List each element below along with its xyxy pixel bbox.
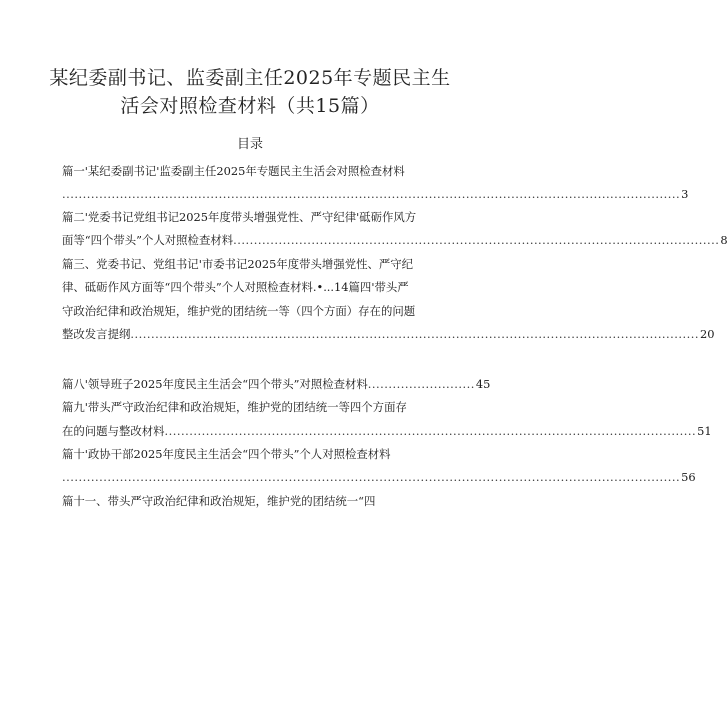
toc-entry-1-page: 3 [681, 187, 689, 201]
toc-entry-3-text-1: 篇三、党委书记、党组书记'市委书记2025年度带头增强党性、严守纪 [62, 257, 414, 271]
dot-leader: ...................................................................................................................... [233, 233, 720, 247]
dot-leader: .......................................................................................................................................... [130, 327, 700, 341]
dot-leader: ...................................................................................................................................................... [62, 470, 681, 484]
toc-entry-8-page: 45 [475, 377, 491, 391]
document-title-line-1: 某纪委副书记、监委副主任2025年专题民主生 [49, 67, 451, 89]
toc-entry-9-text-2: 在的问题与整改材料 [62, 424, 165, 438]
toc-entry-10-page: 56 [681, 470, 696, 484]
toc-entry-10-text: 篇十'政协干部2025年度民主生活会“四个带头”个人对照检查材料 [62, 447, 391, 461]
toc-entry-1-leader-row [62, 186, 689, 202]
toc-entry-3-text-4: 整改发言提纲 [62, 327, 131, 341]
toc-entry-2-text-1: 篇二'党委书记党组书记2025年度带头增强党性、严守纪律'砥砺作风方 [62, 210, 417, 224]
dot-leader: ...................................................................................................................................................... [62, 187, 681, 201]
toc-heading: 目录 [236, 137, 263, 152]
toc-entry-3-text-2: 律、砥砺作风方面等“四个带头”个人对照检查材料.•...14篇四'带头严 [62, 280, 409, 294]
toc-entry-2-leader-row [62, 232, 728, 248]
toc-entry-8-leader-row [62, 376, 491, 392]
toc-entry-3-text-3: 守政治纪律和政治规矩，维护党的团结统一等（四个方面）存在的问题 [62, 304, 416, 318]
toc-entry-9-page: 51 [697, 424, 712, 438]
toc-entry-9-leader-row [62, 423, 712, 439]
toc-entry-2-text-2: 面等“四个带头”个人对照检查材料 [62, 233, 234, 247]
toc-entry-11-text: 篇十一、带头严守政治纪律和政治规矩，维护党的团结统一“四 [62, 494, 376, 508]
toc-entry-8-text: 篇八'领导班子2025年度民主生活会“四个带头”对照检查材料 [62, 377, 368, 391]
dot-leader: .......................... [367, 377, 475, 391]
toc-entry-10-leader-row [62, 469, 696, 485]
toc-entry-3-page: 20 [700, 327, 715, 341]
document-title-line-2: 活会对照检查材料（共15篇） [120, 95, 380, 117]
toc-entry-9-text-1: 篇九'带头严守政治纪律和政治规矩，维护党的团结统一等四个方面存 [62, 400, 407, 414]
toc-entry-2-page: 8 [720, 233, 728, 247]
toc-entry-1-text: 篇一'某纪委副书记'监委副主任2025年专题民主生活会对照检查材料 [62, 164, 405, 178]
toc-entry-3-leader-row [62, 326, 715, 342]
dot-leader: ................................................................................................................................. [164, 424, 697, 438]
